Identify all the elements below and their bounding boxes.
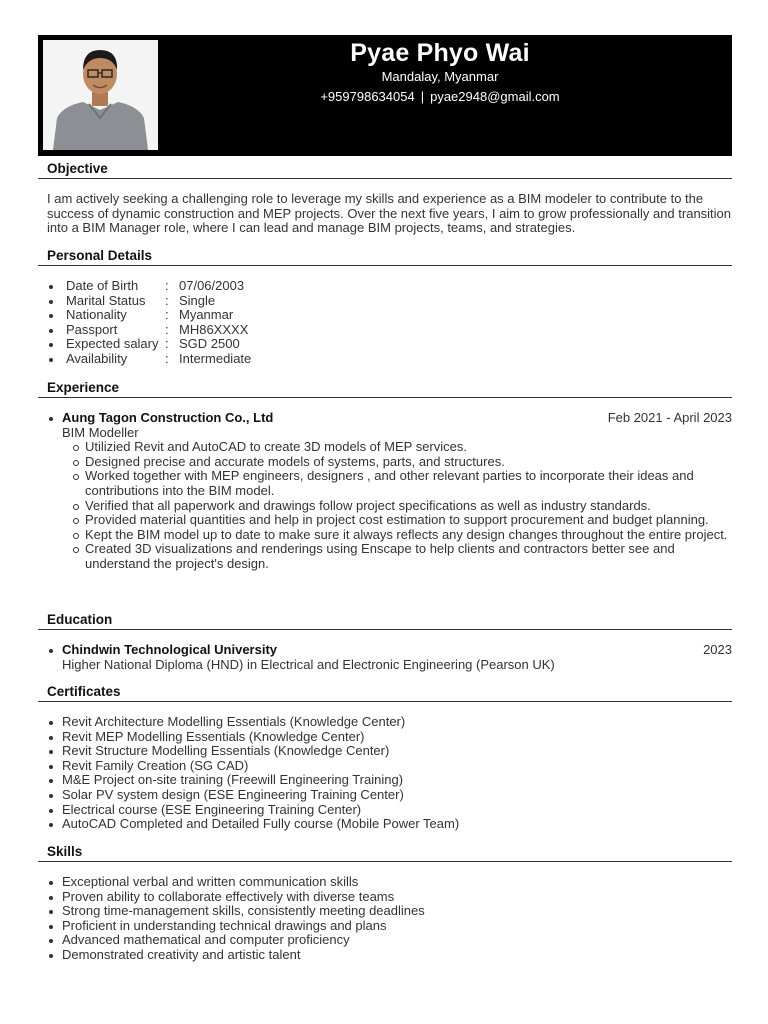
certificate-item: AutoCAD Completed and Detailed Fully course (Mobile Power Team) (47, 817, 732, 832)
detail-label: Nationality (66, 307, 127, 323)
certificate-item: Electrical course (ESE Engineering Training Center) (47, 803, 732, 818)
duty-item: Worked together with MEP engineers, designers , and other relevant parties to incorporate their ideas and contributions into the BIM model. (47, 469, 732, 498)
detail-colon: : (165, 350, 169, 366)
email-address[interactable]: pyae2948@gmail.com (430, 89, 560, 104)
detail-value: Intermediate (179, 350, 252, 366)
certificate-item: M&E Project on-site training (Freewill Engineering Training) (47, 773, 732, 788)
duty-item: Utilizied Revit and AutoCAD to create 3D models of MEP services. (47, 440, 732, 455)
education-heading: Education (38, 610, 732, 630)
certificates-heading: Certificates (38, 682, 732, 702)
graduation-year: 2023 (703, 642, 732, 657)
candidate-name: Pyae Phyo Wai (350, 39, 530, 67)
entry-header (62, 411, 732, 426)
certificate-item: Revit Family Creation (SG CAD) (47, 759, 732, 774)
list-item (47, 352, 732, 367)
resume-header (38, 35, 732, 156)
detail-label: Passport (66, 321, 118, 337)
skill-item: Exceptional verbal and written communication skills (47, 875, 732, 890)
detail-label: Date of Birth (66, 278, 139, 293)
objective-text: I am actively seeking a challenging role to leverage my skills and experience as a BIM modeler to contribute to the success of dynamic construction and MEP projects. Over the next five years, I aim to grow professionally and transition into a BIM Manager role, where I can lead and manage BIM projects, teams, and strategies. (47, 191, 732, 236)
experience-heading: Experience (38, 378, 732, 398)
contact-separator: | (420, 89, 425, 104)
detail-value: 07/06/2003 (179, 278, 245, 293)
objective-heading: Objective (38, 159, 732, 179)
skill-item: Advanced mathematical and computer proficiency (47, 933, 732, 948)
detail-colon: : (165, 336, 169, 352)
phone-number[interactable]: +959798634054 (320, 89, 415, 104)
duty-item: Provided material quantities and help in project cost estimation to support procurement and budget planning. (47, 513, 732, 528)
employment-dates: Feb 2021 - April 2023 (607, 410, 732, 425)
list-item (47, 294, 732, 309)
list-item (47, 308, 732, 323)
personal-details-heading: Personal Details (38, 246, 732, 266)
detail-colon: : (165, 292, 169, 308)
list-item (47, 323, 732, 338)
skill-item: Strong time-management skills, consistently meeting deadlines (47, 904, 732, 919)
duty-item: Kept the BIM model up to date to make sure it always reflects any design changes throughout the entire project. (47, 528, 732, 543)
detail-label: Expected salary (66, 336, 159, 352)
list-item (47, 411, 732, 440)
certificates-list (47, 715, 732, 832)
duty-item: Created 3D visualizations and renderings using Enscape to help clients and contractors better see and understand the project's design. (47, 542, 732, 571)
contact-line (38, 89, 732, 104)
certificate-item: Revit Architecture Modelling Essentials (Knowledge Center) (47, 715, 732, 730)
certificate-item: Solar PV system design (ESE Engineering Training Center) (47, 788, 732, 803)
experience-list (47, 411, 732, 440)
duties-list (47, 440, 732, 571)
degree-name: Higher National Diploma (HND) in Electrical and Electronic Engineering (Pearson UK) (62, 656, 555, 672)
personal-details-list (47, 279, 732, 367)
skill-item: Proficient in understanding technical drawings and plans (47, 919, 732, 934)
education-list (47, 643, 732, 672)
detail-colon: : (165, 278, 169, 293)
detail-colon: : (165, 321, 169, 337)
detail-value: Myanmar (179, 307, 234, 323)
skills-heading: Skills (38, 842, 732, 862)
skill-item: Demonstrated creativity and artistic talent (47, 948, 732, 963)
company-name: Aung Tagon Construction Co., Ltd (62, 410, 274, 425)
list-item (47, 337, 732, 352)
candidate-location: Mandalay, Myanmar (381, 69, 499, 84)
list-item (47, 643, 732, 672)
experience-entry (47, 411, 732, 572)
duty-item: Verified that all paperwork and drawings follow project specifications as well as industry standards. (47, 499, 732, 514)
detail-value: Single (179, 292, 216, 308)
list-item (47, 279, 732, 294)
education-entry (47, 643, 732, 672)
job-role: BIM Modeller (62, 424, 139, 440)
skill-item: Proven ability to collaborate effectively with diverse teams (47, 890, 732, 905)
certificate-item: Revit Structure Modelling Essentials (Knowledge Center) (47, 744, 732, 759)
detail-colon: : (165, 307, 169, 323)
skills-list (47, 875, 732, 963)
detail-value: MH86XXXX (179, 321, 249, 337)
detail-label: Marital Status (66, 292, 146, 308)
certificate-item: Revit MEP Modelling Essentials (Knowledge Center) (47, 730, 732, 745)
entry-header (62, 643, 732, 658)
detail-label: Availability (66, 350, 128, 366)
school-name: Chindwin Technological University (62, 642, 278, 657)
duty-item: Designed precise and accurate models of systems, parts, and structures. (47, 455, 732, 470)
detail-value: SGD 2500 (179, 336, 240, 352)
